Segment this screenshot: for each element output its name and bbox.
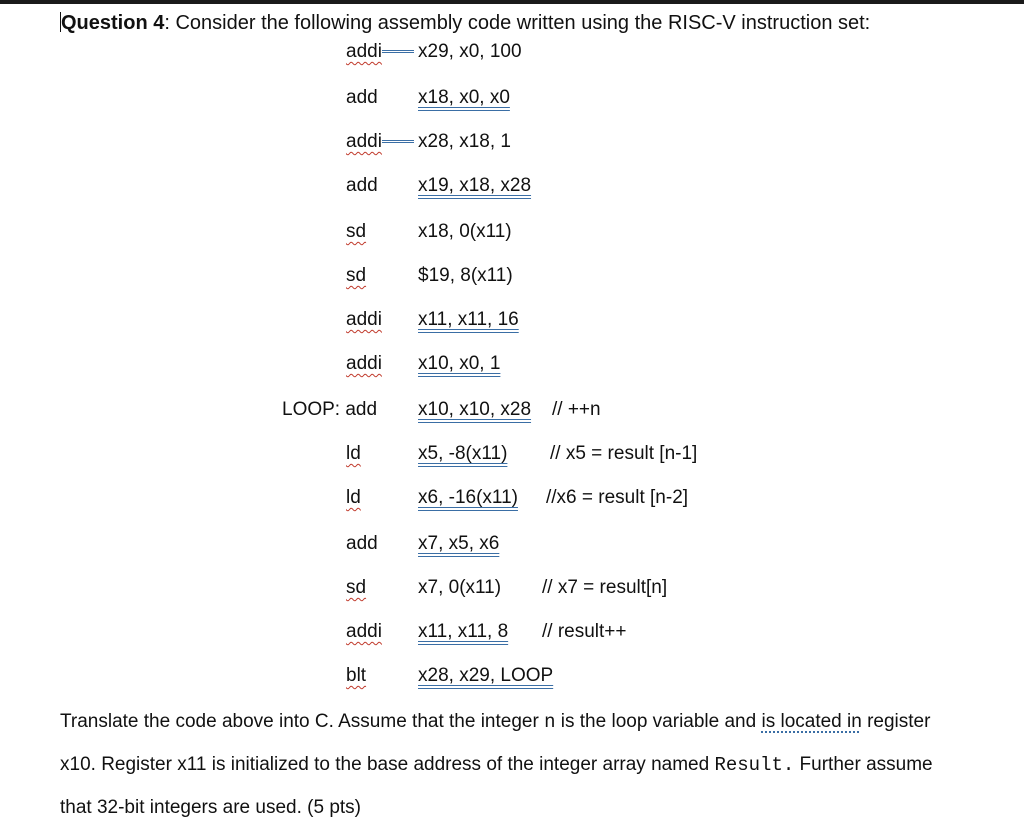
code-comment: // x7 = result[n] [542,577,668,598]
operands [418,618,508,646]
operands [418,350,500,378]
question-prompt: : Consider the following assembly code written using the RISC-V instruction set: [164,12,871,34]
opcode: addi [346,353,382,374]
code-line [0,172,1024,200]
instructions-line-3 [60,794,990,822]
code-line [0,218,1024,246]
opcode: addi [346,41,382,62]
loop-label: LOOP: add [282,399,378,420]
opcode: ld [346,487,361,508]
code-line [0,574,1024,602]
code-line [0,618,1024,646]
code-line [0,350,1024,378]
code-line [0,262,1024,290]
code-comment: // x5 = result [n-1] [550,443,698,464]
top-border [0,0,1024,4]
code-line [0,38,1024,66]
operands: $19, 8(x11) [418,265,513,286]
operands-text: x10, x0, 1 [418,353,501,374]
opcode: add [346,533,378,554]
opcode: add [346,175,378,196]
operands-text: x11, x11, 16 [418,309,519,330]
operands [418,84,510,112]
para-text: is the loop variable and [555,711,762,732]
operands [418,530,499,558]
operands [418,172,531,200]
operands-text: x28, x29, LOOP [418,665,554,686]
grammar-flagged-text: is located in [761,711,862,732]
operands [418,484,518,512]
code-line [0,396,1024,424]
opcode: add [346,87,378,108]
para-text: Further assume [794,754,933,775]
operands: x28, x18, 1 [418,131,511,152]
operands-text: x5, -8(x11) [418,443,508,464]
question-number: Question 4 [61,12,165,34]
code-comment: //x6 = result [n-2] [546,487,689,508]
code-line [0,440,1024,468]
array-name: Result. [714,754,795,776]
code-line [0,306,1024,334]
operands: x18, 0(x11) [418,221,512,242]
instructions-line-1 [60,708,990,736]
code-comment: // ++n [552,399,601,420]
opcode: addi [346,309,382,330]
code-line [0,84,1024,112]
operands: x7, 0(x11) [418,577,502,598]
opcode: blt [346,665,367,686]
opcode: addi [346,131,382,152]
code-line [0,662,1024,690]
para-text: that 32-bit integers are used. (5 pts) [60,797,361,818]
code-line [0,484,1024,512]
operands-text: x10, x10, x28 [418,399,532,420]
code-line [0,128,1024,156]
opcode: ld [346,443,361,464]
question-heading [60,10,870,36]
para-text: Translate the code above into C. Assume that the integer [60,711,545,732]
para-text: x10. Register x11 is initialized to the base address of the integer array named [60,754,715,775]
opcode: sd [346,221,367,242]
para-text: register [861,711,931,732]
operands [418,662,553,690]
operands-text: x6, -16(x11) [418,487,518,508]
operands [418,440,507,468]
opcode: addi [346,621,382,642]
code-comment: // result++ [542,621,627,642]
operands: x29, x0, 100 [418,41,522,62]
instructions-line-2 [60,751,990,779]
operands [418,306,519,334]
double-underline [382,139,414,143]
double-underline [382,49,414,53]
operands-text: x19, x18, x28 [418,175,532,196]
loop-variable: n [544,711,556,733]
opcode: sd [346,577,367,598]
opcode: sd [346,265,367,286]
code-line [0,530,1024,558]
operands-text: x7, x5, x6 [418,533,500,554]
operands-text: x11, x11, 8 [418,621,509,642]
operands-text: x18, x0, x0 [418,87,510,108]
operands [418,396,531,424]
